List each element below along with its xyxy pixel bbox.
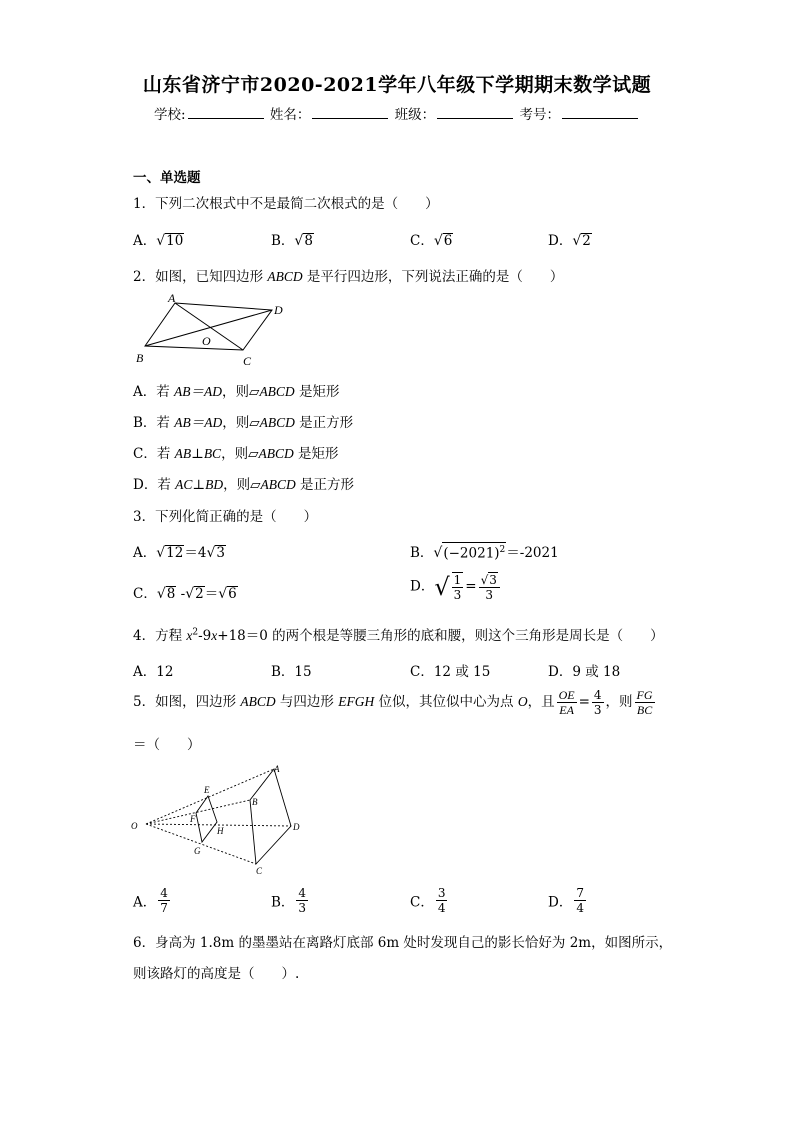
q6-stem-line2: 则该路灯的高度是（ ）. xyxy=(133,966,300,982)
label-b: B xyxy=(252,797,258,807)
q5-option-b: B． $\frac{4}{3}$ xyxy=(271,886,307,915)
label-o: O xyxy=(131,821,138,831)
label-c: C xyxy=(256,866,263,876)
q6-stem-line1: 6．身高为 1.8m 的墨墨站在离路灯底部 6m 处时发现自己的影长恰好为 2m，如图所示， xyxy=(133,935,673,951)
label-d: D xyxy=(293,822,300,832)
number-blank[interactable] xyxy=(562,106,638,119)
q3-option-d: D．√ $\frac{1}{3}$ = $\frac{√3}{3}$ xyxy=(410,572,502,602)
q1-option-b: B．√8 xyxy=(271,233,313,249)
q4-option-c: C．12 或 15 xyxy=(410,664,491,680)
parallelogram-figure xyxy=(130,290,290,370)
q1-option-a: A．√10 xyxy=(133,233,184,249)
q1-option-d: D．√2 xyxy=(548,233,591,249)
school-label: 学校: xyxy=(154,107,186,123)
label-d: D xyxy=(274,303,283,317)
label-a: A xyxy=(168,291,176,305)
label-h: H xyxy=(217,826,224,836)
page-title: 山东省济宁市2020-2021学年八年级下学期期末数学试题 xyxy=(142,74,652,96)
q3-option-a: A．√12＝4√3 xyxy=(133,545,225,561)
school-blank[interactable] xyxy=(188,106,264,119)
q3-option-c: C．√8 -√2＝√6 xyxy=(133,586,237,602)
class-blank[interactable] xyxy=(437,106,513,119)
q2-option-c: C．若 AB⊥BC，则▱ABCD 是矩形 xyxy=(133,446,339,462)
q1-stem: 1．下列二次根式中不是最简二次根式的是（ ） xyxy=(133,196,439,212)
label-g: G xyxy=(194,846,201,856)
q3-stem: 3．下列化简正确的是（ ） xyxy=(133,509,318,525)
name-label: 姓名： xyxy=(269,107,311,123)
label-b: B xyxy=(136,351,144,365)
homothety-figure xyxy=(128,760,313,878)
q2-stem: 2．如图，已知四边形 ABCD 是平行四边形，下列说法正确的是（ ） xyxy=(133,269,564,285)
number-label: 考号： xyxy=(519,107,560,123)
q2-option-b: B．若 AB＝AD，则▱ABCD 是正方形 xyxy=(133,415,354,431)
q4-stem: 4．方程 $x^2-9x+18=0$ 的两个根是等腰三角形的底和腰，则这个三角形是周长是（ ） xyxy=(133,627,664,644)
q5-option-c: C． $\frac{3}{4}$ xyxy=(410,886,446,915)
label-c: C xyxy=(243,354,252,368)
label-f: F xyxy=(190,814,196,824)
q5-stem: 5．如图，四边形 ABCD 与四边形 EFGH 位似，其位似中心为点 O，且 $\frac{OE}{EA}$ = $\frac{4}{3}$ ，则 $\frac{FG}{BC}$ xyxy=(133,688,653,717)
label-o: O xyxy=(202,334,211,348)
q4-option-d: D．9 或 18 xyxy=(548,664,621,680)
student-info-line xyxy=(0,103,794,123)
class-label: 班级： xyxy=(394,107,436,123)
q1-option-c: C．√6 xyxy=(410,233,453,249)
q4-option-a: A．12 xyxy=(133,664,174,680)
q3-option-b: B．$√(-2021)^2=-2021$ xyxy=(410,541,559,561)
q2-option-a: A．若 AB＝AD，则▱ABCD 是矩形 xyxy=(133,384,340,400)
q2-option-d: D．若 AC⊥BD，则▱ABCD 是正方形 xyxy=(133,477,355,493)
q5-option-d: D． $\frac{7}{4}$ xyxy=(548,886,584,915)
q4-option-b: B．15 xyxy=(271,664,312,680)
q5-option-a: A． $\frac{4}{7}$ xyxy=(133,886,168,915)
section-heading: 一、单选题 xyxy=(133,170,201,186)
label-e: E xyxy=(204,785,210,795)
q5-stem-line2: ＝（ ） xyxy=(133,737,201,753)
label-a: A xyxy=(274,764,280,774)
name-blank[interactable] xyxy=(312,106,388,119)
